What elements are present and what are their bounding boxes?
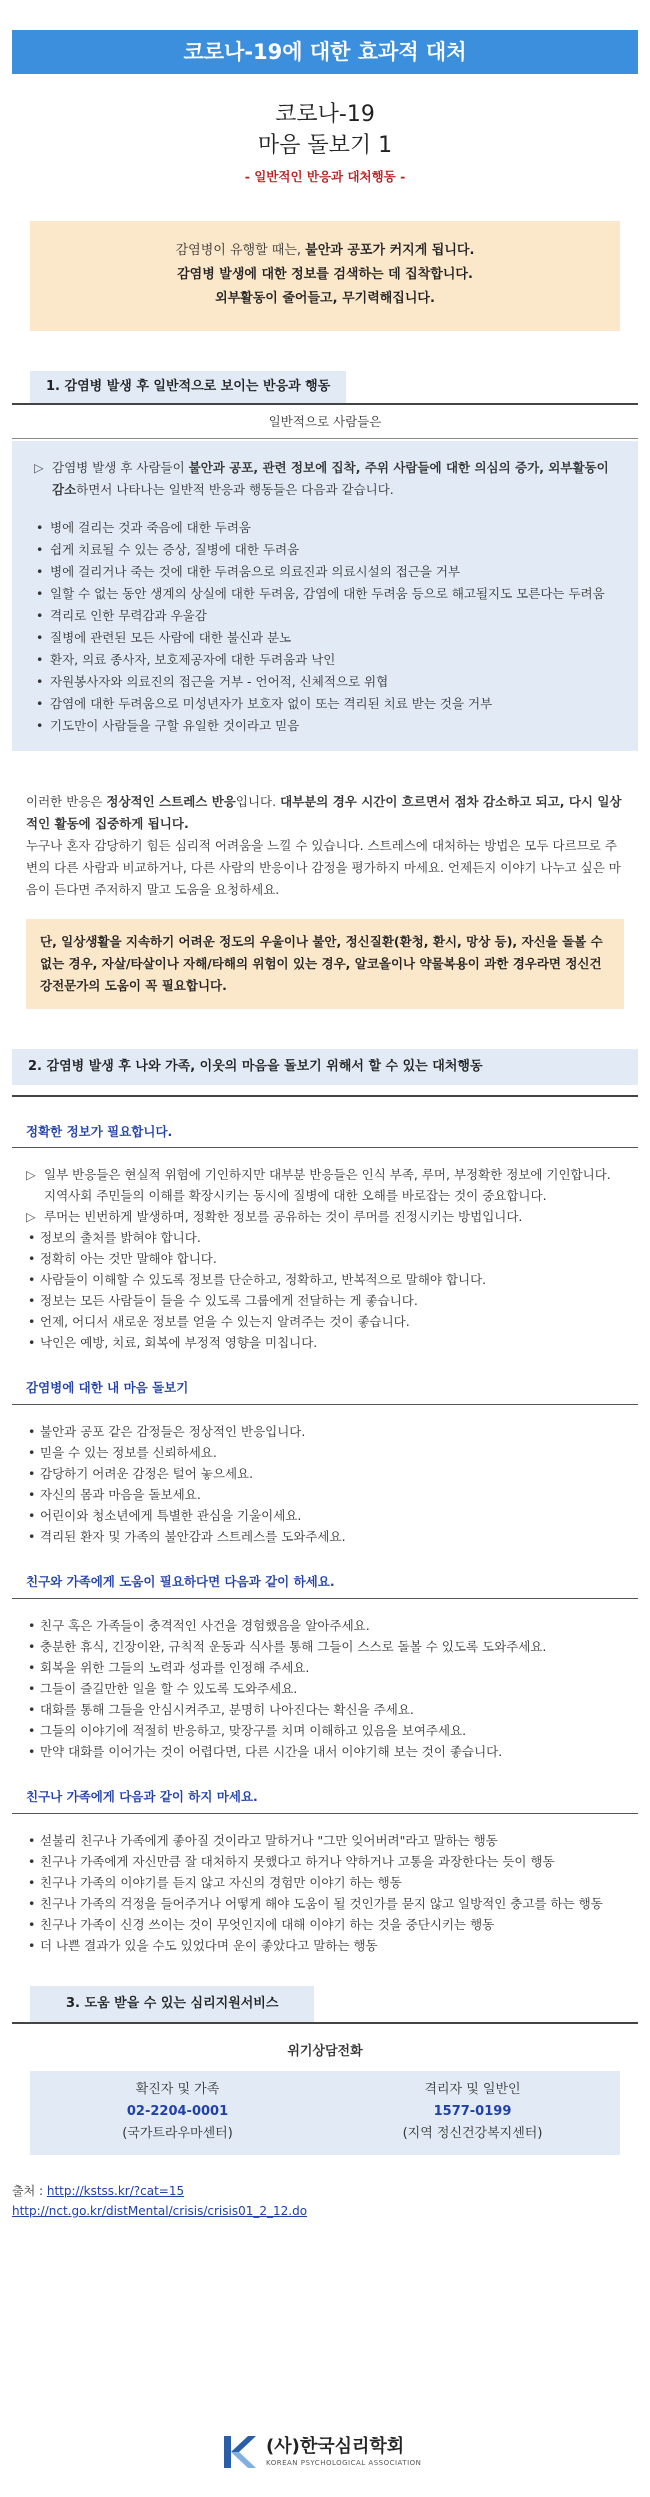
hotline-number[interactable]: 02-2204-0001: [126, 2104, 229, 2119]
list-item: • 일할 수 없는 동안 생계의 상실에 대한 두려움, 감염에 대한 두려움 등으로 해고될지도 모른다는 두려움: [34, 583, 616, 605]
list-item: • 낙인은 예방, 치료, 회복에 부정적 영향을 미칩니다.: [26, 1332, 624, 1353]
intro-line1-a: 감염병이 유행할 때는,: [175, 242, 306, 258]
list-item: • 감염에 대한 두려움으로 미성년자가 보호자 없이 또는 격리된 치료 받는 것을 거부: [34, 693, 616, 715]
section1-lead-c: 하면서 나타나는 일반적 반응과 행동들은 다음과 같습니다.: [76, 481, 394, 497]
self-care-rule: [12, 1404, 638, 1405]
dont-subheading: 친구나 가족에게 다음과 같이 하지 마세요.: [26, 1788, 258, 1804]
info-list-wrap: [26, 1164, 624, 1353]
list-item: • 섣불리 친구나 가족에게 좋아질 것이라고 말하거나 "그만 잊어버려"라고 말하는 행동: [26, 1830, 624, 1851]
info-rule: [12, 1147, 638, 1148]
list-item: • 자원봉사자와 의료진의 접근을 거부 - 언어적, 신체적으로 위협: [34, 671, 616, 693]
source-link-2[interactable]: http://nct.go.kr/distMental/crisis/crisis01_2_12.do: [12, 2204, 308, 2218]
self-care-subheading: 감염병에 대한 내 마음 돌보기: [26, 1380, 189, 1396]
source-link-1[interactable]: http://kstss.kr/?cat=15: [46, 2184, 185, 2198]
help-list-wrap: [26, 1615, 624, 1762]
help-rule: [12, 1598, 638, 1599]
logo-subtext: KOREAN PSYCHOLOGICAL ASSOCIATION: [266, 2458, 422, 2467]
hotline-confirmed: [30, 2079, 325, 2145]
warning-callout: 단, 일상생활을 지속하기 어려운 정도의 우울이나 불안, 정신질환(환청, 환시, 망상 등), 자신을 돌볼 수 없는 경우, 자살/타살이나 자해/타해의 위험이 있는 경우, 알코올이나 약물복용이 과한 경우라면 정신건강전문가의 도움이 꼭 필요합니다.: [26, 919, 624, 1009]
section1-rule: [12, 403, 638, 405]
page-subtitle: - 일반적인 반응과 대처행동 -: [244, 169, 406, 184]
list-item: • 기도만이 사람들을 구할 유일한 것이라고 믿음: [34, 715, 616, 737]
intro-callout: [30, 221, 620, 331]
list-item: • 그들이 즐길만한 일을 할 수 있도록 도와주세요.: [26, 1678, 624, 1699]
logo-name: (사)한국심리학회: [266, 2435, 405, 2457]
section1-heading: 1. 감염병 발생 후 일반적으로 보이는 반응과 행동: [30, 371, 346, 403]
list-item: • 자신의 몸과 마음을 돌보세요.: [26, 1484, 624, 1505]
section1-lead-a: 감염병 발생 후 사람들이: [52, 459, 189, 475]
help-list: [26, 1615, 624, 1762]
self-care-list: [26, 1421, 624, 1547]
hotline-box: [30, 2071, 620, 2155]
list-item: • 정확히 아는 것만 말해야 합니다.: [26, 1248, 624, 1269]
dont-list-wrap: [26, 1830, 624, 1956]
list-item: • 언제, 어디서 새로운 정보를 얻을 수 있는지 알려주는 것이 좋습니다.: [26, 1311, 624, 1332]
list-item: • 친구나 가족에게 자신만큼 잘 대처하지 못했다고 하거나 약하거나 고통을 과장한다는 듯이 행동: [26, 1851, 624, 1872]
hotline-number[interactable]: 1577-0199: [433, 2104, 512, 2119]
list-item: • 병에 걸리거나 죽는 것에 대한 두려움으로 의료진과 의료시설의 접근을 거부: [34, 561, 616, 583]
info-tri-2: [26, 1206, 624, 1227]
source-block: [12, 2181, 638, 2221]
page-title-line1: 코로나-19: [275, 102, 375, 127]
triangle-bullet-icon: ▷: [26, 1209, 36, 1225]
list-item: • 정보는 모든 사람들이 들을 수 있도록 그룹에게 전달하는 게 좋습니다.: [26, 1290, 624, 1311]
list-item: • 더 나쁜 결과가 있을 수도 있었다며 운이 좋았다고 말하는 행동: [26, 1935, 624, 1956]
list-item: • 친구나 가족의 이야기를 듣지 않고 자신의 경험만 이야기 하는 행동: [26, 1872, 624, 1893]
section1-note-rule: [12, 438, 638, 439]
hotline-isolated: [325, 2079, 620, 2145]
list-item: • 병에 걸리는 것과 죽음에 대한 두려움: [34, 517, 616, 539]
triangle-bullet-icon: ▷: [26, 1167, 36, 1183]
triangle-bullet-icon: ▷: [34, 459, 44, 475]
coping-paragraph: 누구나 혼자 감당하기 힘든 심리적 어려움을 느낄 수 있습니다. 스트레스에 대처하는 방법은 모두 다르므로 주변의 다른 사람과 비교하거나, 다른 사람의 반응이나 감정을 평가하지 마세요. 언제든지 이야기 나누고 싶은 마음이 든다면 주저하지 말고 도움을 요청하세요.: [26, 837, 621, 897]
list-item: • 어린이와 청소년에게 특별한 관심을 기울이세요.: [26, 1505, 624, 1526]
list-item: • 격리된 환자 및 가족의 불안감과 스트레스를 도와주세요.: [26, 1526, 624, 1547]
self-care-list-wrap: [26, 1421, 624, 1547]
info-tri-2-text: 루머는 빈번하게 발생하며, 정확한 정보를 공유하는 것이 루머를 진정시키는 방법입니다.: [44, 1209, 523, 1225]
intro-line1-b: 불안과 공포가 커지게 됩니다.: [305, 242, 475, 258]
list-item: • 사람들이 이해할 수 있도록 정보를 단순하고, 정확하고, 반복적으로 말해야 합니다.: [26, 1269, 624, 1290]
info-list: [26, 1227, 624, 1353]
list-item: • 회복을 위한 그들의 노력과 성과를 인정해 주세요.: [26, 1657, 624, 1678]
list-item: • 믿을 수 있는 정보를 신뢰하세요.: [26, 1442, 624, 1463]
intro-line3: 외부활동이 줄어들고, 무기력해집니다.: [215, 290, 435, 306]
section1-note: 일반적으로 사람들은: [268, 413, 382, 429]
hotline-label: 격리자 및 일반인: [424, 2082, 521, 2097]
para-c: 입니다.: [235, 793, 281, 809]
list-item: • 대화를 통해 그들을 안심시켜주고, 분명히 나아진다는 확신을 주세요.: [26, 1699, 624, 1720]
list-item: • 정보의 출처를 밝혀야 합니다.: [26, 1227, 624, 1248]
hotline-title: 위기상담전화: [287, 2043, 363, 2059]
source-label: 출처 :: [12, 2184, 47, 2198]
intro-line1: [40, 239, 610, 263]
list-item: • 친구나 가족의 걱정을 들어주거나 어떻게 해야 도움이 될 것인가를 묻지 않고 일방적인 충고를 하는 행동: [26, 1893, 624, 1914]
section1-lead: [34, 457, 616, 501]
list-item: • 친구 혹은 가족들이 충격적인 사건을 경험했음을 알아주세요.: [26, 1615, 624, 1636]
normal-response-paragraph: [26, 791, 624, 835]
list-item: • 불안과 공포 같은 감정들은 정상적인 반응입니다.: [26, 1421, 624, 1442]
section2-heading: 2. 감염병 발생 후 나와 가족, 이웃의 마음을 돌보기 위해서 할 수 있는 대처행동: [12, 1049, 638, 1085]
section1-lead-b: 불안과 공포, 관련 정보에 집착, 주위 사람들에 대한 의심의 증가, 외부활동이 감소: [52, 459, 609, 497]
list-item: • 그들의 이야기에 적절히 반응하고, 맞장구를 치며 이해하고 있음을 보여주세요.: [26, 1720, 624, 1741]
list-item: • 충분한 휴식, 긴장이완, 규칙적 운동과 식사를 통해 그들이 스스로 돌볼 수 있도록 도와주세요.: [26, 1636, 624, 1657]
intro-line2: 감염병 발생에 대한 정보를 검색하는 데 집착합니다.: [177, 266, 473, 282]
section1-list: [34, 517, 616, 737]
para-b: 정상적인 스트레스 반응: [106, 793, 236, 809]
page-title-line2: 마음 돌보기 1: [257, 133, 393, 158]
dont-rule: [12, 1813, 638, 1814]
hotline-org: (지역 정신건강복지센터): [402, 2126, 543, 2141]
section3-rule: [12, 2022, 638, 2024]
help-subheading: 친구와 가족에게 도움이 필요하다면 다음과 같이 하세요.: [26, 1574, 335, 1589]
dont-list: [26, 1830, 624, 1956]
section3-heading: 3. 도움 받을 수 있는 심리지원서비스: [30, 1986, 314, 2022]
para-a: 이러한 반응은: [26, 793, 107, 809]
page-banner: 코로나-19에 대한 효과적 대처: [12, 30, 638, 74]
kpa-logo: [220, 2432, 421, 2472]
info-subheading: 정확한 정보가 필요합니다.: [26, 1123, 173, 1139]
info-tri-1-text: 일부 반응들은 현실적 위험에 기인하지만 대부분 반응들은 인식 부족, 루머, 부정확한 정보에 기인합니다. 지역사회 주민들의 이해를 확장시키는 동시에 질병에 대한 오해를 바로잡는 것이 중요합니다.: [44, 1167, 611, 1204]
section1-box: [12, 441, 638, 751]
para-d: 대부분의 경우 시간이 흐르면서 점차 감소하고 되고, 다시 일상적인 활동에 집중하게 됩니다.: [26, 793, 622, 831]
list-item: • 친구나 가족이 신경 쓰이는 것이 무엇인지에 대해 이야기 하는 것을 중단시키는 행동: [26, 1914, 624, 1935]
list-item: • 격리로 인한 무력감과 우울감: [34, 605, 616, 627]
list-item: • 감당하기 어려운 감정은 털어 놓으세요.: [26, 1463, 624, 1484]
info-tri-1: [26, 1164, 624, 1206]
list-item: • 쉽게 치료될 수 있는 증상, 질병에 대한 두려움: [34, 539, 616, 561]
list-item: • 만약 대화를 이어가는 것이 어렵다면, 다른 시간을 내서 이야기해 보는 것이 좋습니다.: [26, 1741, 624, 1762]
kpa-logo-icon: [220, 2432, 260, 2472]
list-item: • 질병에 관련된 모든 사람에 대한 불신과 분노: [34, 627, 616, 649]
hotline-org: (국가트라우마센터): [122, 2126, 233, 2141]
section2-rule: [12, 1095, 638, 1097]
title-block: [0, 100, 650, 187]
list-item: • 환자, 의료 종사자, 보호제공자에 대한 두려움과 낙인: [34, 649, 616, 671]
hotline-label: 확진자 및 가족: [135, 2082, 220, 2097]
